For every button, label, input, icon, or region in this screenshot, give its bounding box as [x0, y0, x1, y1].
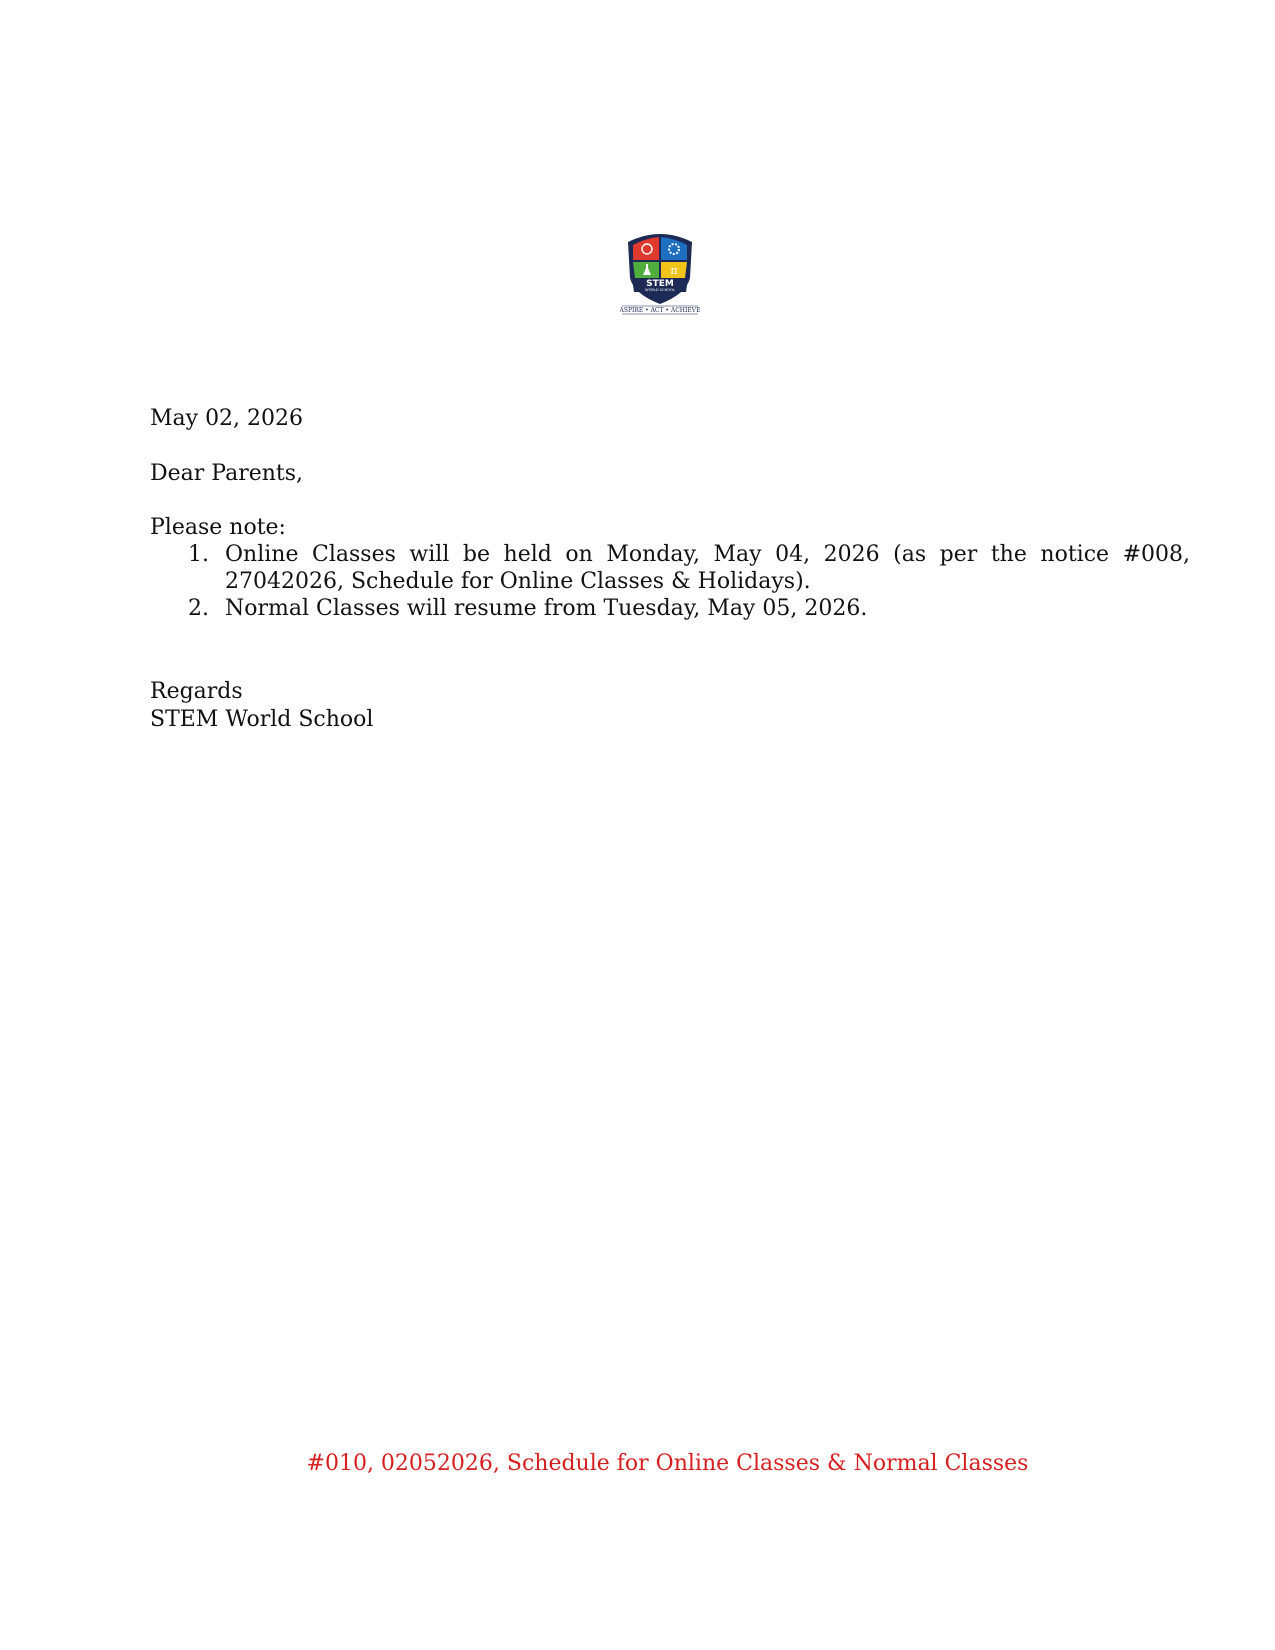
list-item-number: 1.: [188, 542, 209, 567]
list-item: [150, 541, 1190, 595]
logo-subname: WORLD SCHOOL: [645, 288, 675, 292]
salutation: Dear Parents,: [150, 461, 304, 486]
list-item: [150, 595, 1190, 622]
svg-text:π: π: [670, 264, 678, 277]
list-item-number: 2.: [188, 596, 209, 621]
closing: Regards: [150, 679, 243, 704]
letter-date: May 02, 2026: [150, 406, 304, 431]
list-item-text: Online Classes will be held on Monday, May 04, 2026 (as per the notice #008, 27042026, Schedule for Online Classes & Holidays).: [225, 542, 1190, 594]
signature: STEM World School: [150, 707, 374, 732]
notice-list: [150, 541, 1190, 622]
list-item-text: Normal Classes will resume from Tuesday, May 05, 2026.: [225, 596, 868, 621]
footer-reference: #010, 02052026, Schedule for Online Classes & Normal Classes: [306, 1451, 1029, 1476]
stem-shield-emblem: [620, 228, 700, 320]
school-logo: [620, 228, 700, 320]
logo-name: STEM: [646, 279, 674, 289]
logo-tagline: ASPIRE • ACT • ACHIEVE: [620, 307, 700, 314]
note-heading: Please note:: [150, 515, 286, 540]
